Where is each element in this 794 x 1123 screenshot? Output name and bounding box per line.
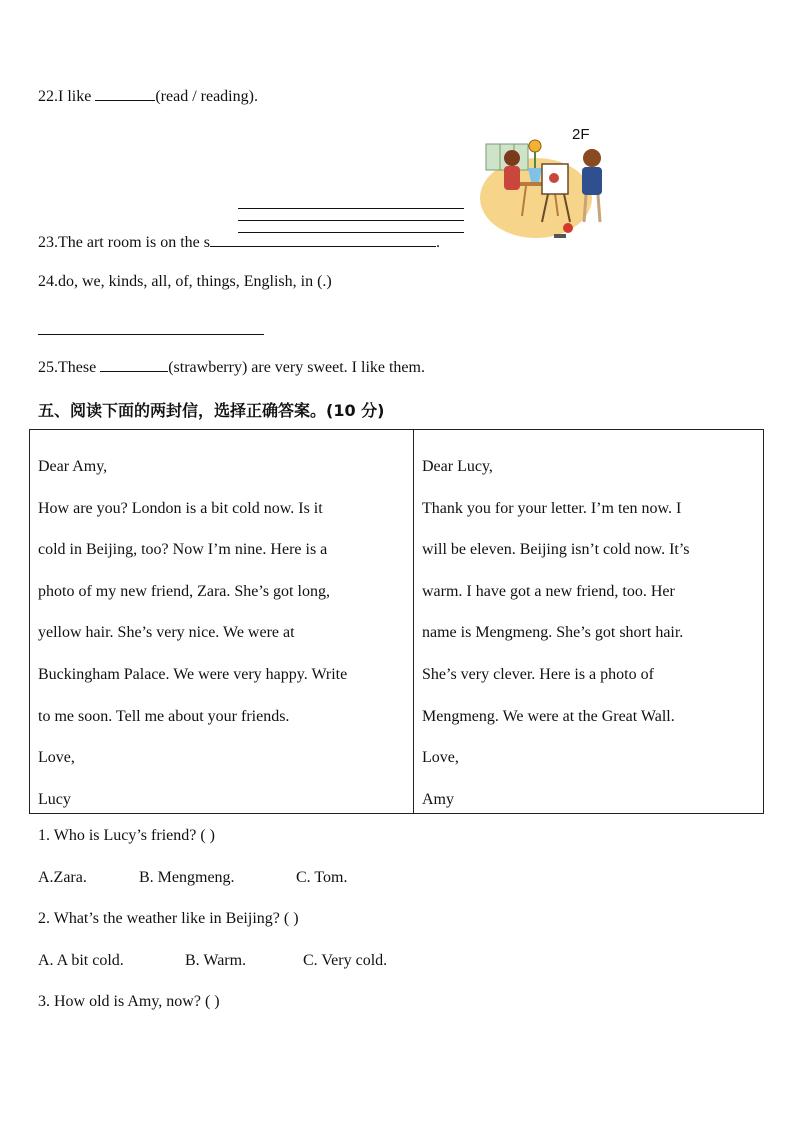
letter-line: Love, bbox=[422, 749, 459, 767]
answer-blank[interactable] bbox=[210, 232, 436, 247]
question-number: 22. bbox=[38, 88, 58, 105]
option-b[interactable]: B. Mengmeng. bbox=[139, 869, 235, 886]
option-b[interactable]: B. Warm. bbox=[185, 952, 247, 969]
letter-line: Lucy bbox=[38, 790, 71, 808]
question-text: (read / reading). bbox=[155, 88, 258, 105]
letter-line: She’s very clever. Here is a photo of bbox=[422, 665, 654, 683]
answer-blank[interactable] bbox=[100, 357, 168, 372]
option-c[interactable]: C. Tom. bbox=[296, 869, 348, 886]
question-number: 23. bbox=[38, 234, 58, 251]
section-heading: 五、阅读下面的两封信，选择正确答案。(10 分) bbox=[38, 401, 385, 420]
question-text: I like bbox=[58, 88, 96, 105]
reading-options-1 bbox=[38, 869, 347, 887]
answer-line[interactable] bbox=[38, 334, 264, 335]
question-text: (strawberry) are very sweet. I like them. bbox=[168, 359, 425, 376]
letter-line: photo of my new friend, Zara. She’s got long, bbox=[38, 582, 330, 600]
question-22 bbox=[38, 86, 258, 106]
question-number: 25. bbox=[38, 359, 58, 376]
floor-label: 2F bbox=[572, 126, 590, 143]
letter-line: warm. I have got a new friend, too. Her bbox=[422, 582, 675, 600]
letter-line: Dear Amy, bbox=[38, 458, 108, 475]
letters-table bbox=[29, 429, 764, 814]
letter-line: Dear Lucy, bbox=[422, 458, 493, 475]
question-end: . bbox=[435, 234, 440, 251]
writing-line bbox=[238, 208, 464, 209]
letter-to-lucy bbox=[414, 430, 763, 813]
letter-line: Love, bbox=[38, 749, 75, 767]
answer-blank[interactable] bbox=[95, 86, 155, 101]
writing-line bbox=[238, 220, 464, 221]
question-text: These bbox=[58, 359, 101, 376]
letter-line: yellow hair. She’s very nice. We were at bbox=[38, 624, 295, 642]
letter-line: Buckingham Palace. We were very happy. Write bbox=[38, 665, 348, 683]
letter-line: cold in Beijing, too? Now I’m nine. Here is a bbox=[38, 541, 328, 559]
question-25 bbox=[38, 357, 425, 377]
reading-question-3: 3. How old is Amy, now? ( ) bbox=[38, 993, 220, 1010]
question-text: The art room is on the s bbox=[58, 234, 210, 251]
letter-line: name is Mengmeng. She’s got short hair. bbox=[422, 624, 684, 642]
question-24 bbox=[38, 273, 332, 291]
letter-to-amy bbox=[30, 430, 414, 813]
question-text: do, we, kinds, all, of, things, English, in (.) bbox=[58, 273, 332, 290]
reading-question-1: 1. Who is Lucy’s friend? ( ) bbox=[38, 827, 215, 844]
letter-line: to me soon. Tell me about your friends. bbox=[38, 707, 290, 725]
option-a[interactable]: A.Zara. bbox=[38, 869, 87, 886]
letter-line: Thank you for your letter. I’m ten now. I bbox=[422, 499, 682, 517]
letter-line: will be eleven. Beijing isn’t cold now. It’s bbox=[422, 541, 690, 559]
reading-options-2 bbox=[38, 952, 387, 970]
option-c[interactable]: C. Very cold. bbox=[303, 952, 388, 969]
question-23 bbox=[38, 232, 440, 252]
letter-line: Amy bbox=[422, 790, 454, 808]
reading-question-2: 2. What’s the weather like in Beijing? ( ) bbox=[38, 910, 299, 927]
letter-line: Mengmeng. We were at the Great Wall. bbox=[422, 707, 675, 725]
option-a[interactable]: A. A bit cold. bbox=[38, 952, 124, 969]
question-number: 24. bbox=[38, 273, 58, 290]
letter-line: How are you? London is a bit cold now. Is it bbox=[38, 499, 323, 517]
